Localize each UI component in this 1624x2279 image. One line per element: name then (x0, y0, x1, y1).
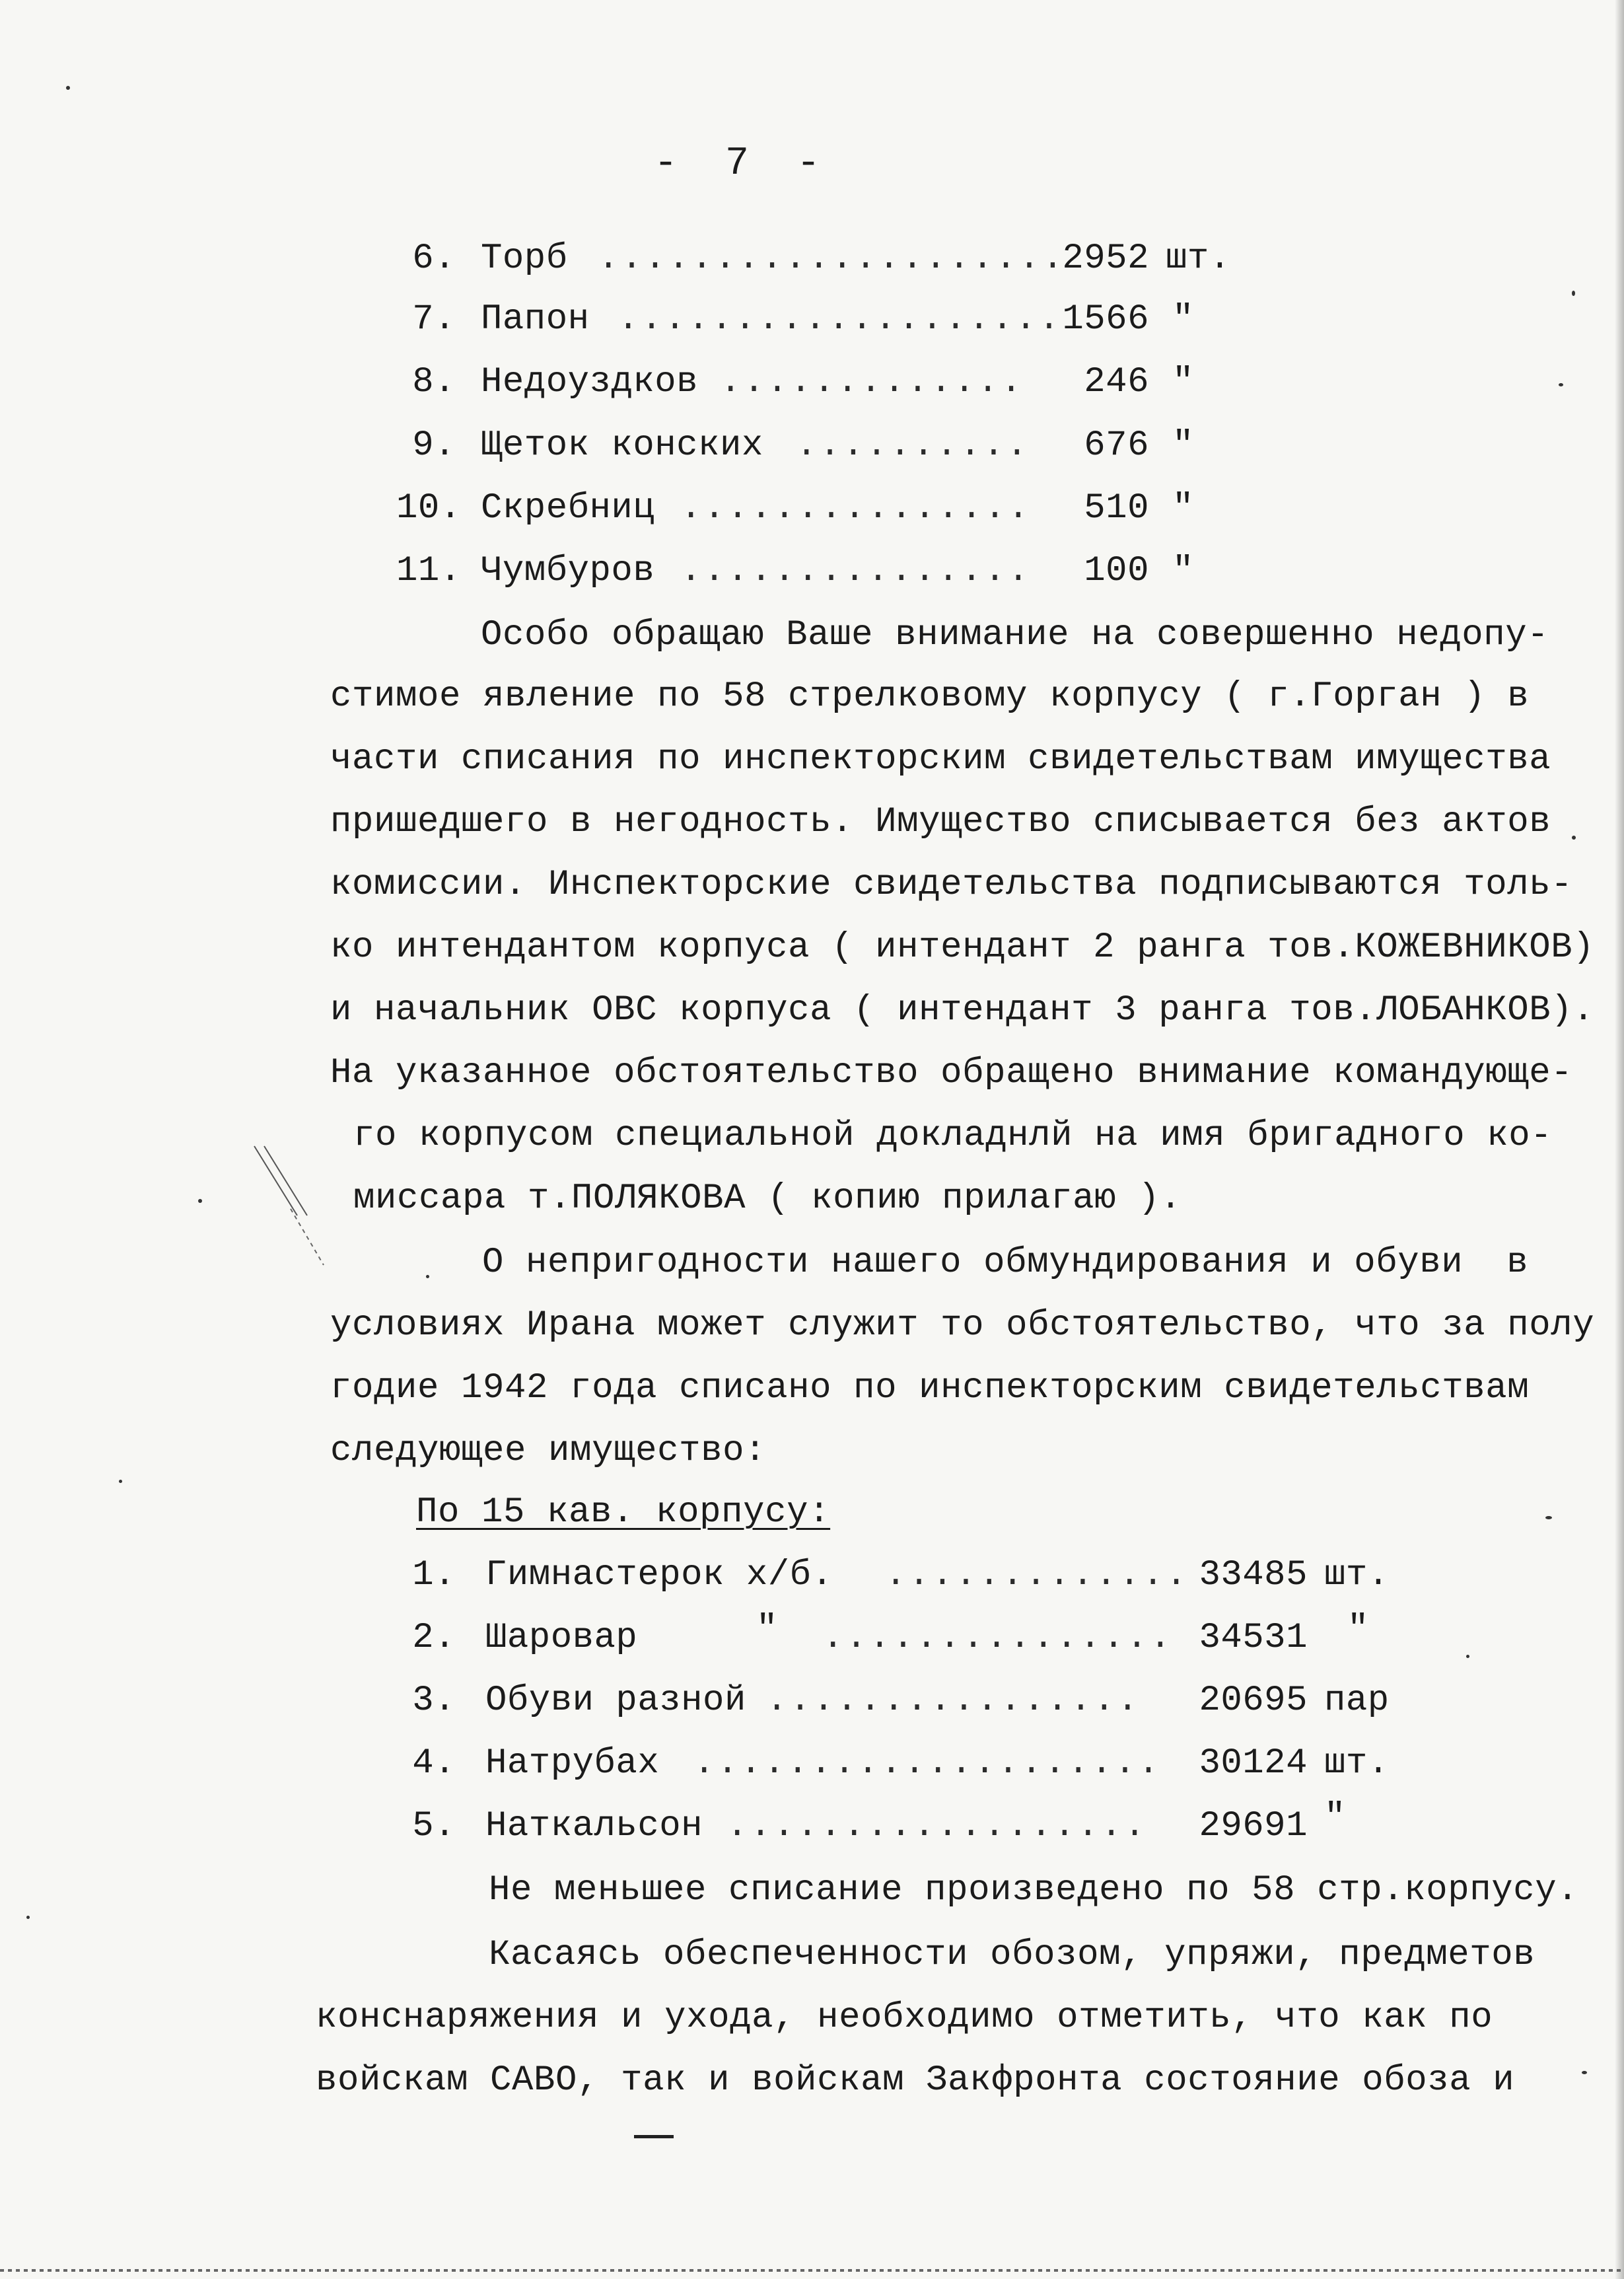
item-name: Недоуздков (481, 362, 699, 402)
item-number: 5. (412, 1806, 456, 1846)
text-line: войскам САВО, так и войскам Закфронта состояние обоза и (316, 2060, 1515, 2101)
scan-speck (1572, 291, 1575, 296)
item-quantity: 30124 (1199, 1743, 1308, 1784)
item-name: Обуви разной (485, 1681, 746, 1721)
scan-speck (426, 1275, 429, 1278)
item-name: Наткальсон (485, 1806, 703, 1846)
item-number: 11. (396, 551, 462, 591)
continuation-dash (634, 2135, 674, 2138)
subheading-15-cavalry-corps: По 15 кав. корпусу: (416, 1492, 831, 1533)
page-edge-shadow (1615, 0, 1624, 2279)
item-quantity: 100 (1084, 551, 1149, 591)
text-line: ко интендантом корпуса ( интендант 2 ранга тов.КОЖЕВНИКОВ) (330, 927, 1595, 968)
pen-scratch-marks (251, 1143, 330, 1275)
leader-dots: ............. (720, 362, 1024, 402)
item-unit: " (1172, 551, 1194, 591)
item-name: Щеток конских (481, 425, 763, 466)
item-quantity: 20695 (1199, 1681, 1308, 1721)
leader-dots: ................ (766, 1681, 1141, 1721)
item-name: Торб (481, 238, 568, 279)
item-unit: шт. (1324, 1743, 1390, 1784)
text-line: следующее имущество: (330, 1431, 767, 1471)
text-line: конснаряжения и ухода, необходимо отметить, что как по (316, 1998, 1493, 2038)
item-quantity: 29691 (1199, 1806, 1308, 1846)
text-line: условиях Ирана может служит то обстоятельство, что за полу (330, 1305, 1595, 1346)
item-quantity: 246 (1084, 362, 1149, 402)
scan-speck (198, 1199, 202, 1203)
item-number: 9. (412, 425, 456, 466)
leader-dots: .................... (598, 238, 1066, 279)
item-name: Шаровар (485, 1618, 638, 1658)
text-line: О непригодности нашего обмундирования и обуви в (482, 1243, 1529, 1283)
text-line: миссара т.ПОЛЯКОВА ( копию прилагаю ). (353, 1178, 1182, 1219)
item-unit: " (1172, 425, 1194, 466)
item-number: 7. (412, 299, 456, 340)
item-unit: " (1172, 299, 1194, 340)
text-line: стимое явление по 58 стрелковому корпусу ( г.Горган ) в (330, 676, 1530, 717)
scan-speck (1466, 1655, 1469, 1658)
item-unit: " (1324, 1797, 1346, 1838)
item-number: 1. (412, 1555, 456, 1595)
leader-dots: ............... (680, 488, 1032, 528)
scan-speck (1572, 836, 1576, 840)
leader-dots: ................... (618, 299, 1062, 340)
leader-dots: .................. (726, 1806, 1148, 1846)
scan-speck (1582, 2071, 1587, 2074)
item-quantity: 2952 (1062, 238, 1149, 279)
item-quantity: 33485 (1199, 1555, 1308, 1595)
item-unit: шт. (1166, 238, 1231, 279)
item-unit: шт. (1324, 1555, 1390, 1595)
ditto-mark: " (756, 1609, 778, 1649)
text-line: Особо обращаю Ваше внимание на совершенно недопу- (481, 615, 1549, 655)
leader-dots: .......... (796, 425, 1030, 466)
item-number: 4. (412, 1743, 456, 1784)
item-number: 10. (396, 488, 462, 528)
item-unit: " (1172, 488, 1194, 528)
item-name: Гимнастерок х/б. (485, 1555, 833, 1595)
text-line: На указанное обстоятельство обращено внимание командующе- (330, 1053, 1573, 1093)
item-number: 6. (412, 238, 456, 279)
scan-speck (119, 1480, 122, 1483)
leader-dots: .................... (693, 1743, 1162, 1784)
text-line: го корпусом специальной докладнлй на имя бригадного ко- (353, 1116, 1553, 1156)
paragraph-58-corps-write-off: Не меньшее списание произведено по 58 стр.корпусу. (489, 1870, 1579, 1910)
scan-speck (26, 1916, 30, 1919)
item-name: Натрубах (485, 1743, 660, 1784)
item-quantity: 510 (1084, 488, 1149, 528)
scan-speck (66, 86, 70, 90)
page-number: - 7 - (654, 141, 833, 186)
text-line: части списания по инспекторским свидетельствам имущества (330, 739, 1551, 779)
item-name: Папон (481, 299, 590, 340)
item-unit: " (1172, 362, 1194, 402)
text-line: комиссии. Инспекторские свидетельства подписываются толь- (330, 865, 1573, 905)
item-number: 2. (412, 1618, 456, 1658)
text-line: пришедшего в негодность. Имущество списывается без актов (330, 802, 1551, 842)
item-quantity: 676 (1084, 425, 1149, 466)
item-unit: " (1347, 1609, 1369, 1649)
leader-dots: ............... (822, 1618, 1174, 1658)
scan-bottom-edge (0, 2269, 1624, 2272)
item-name: Скребниц (481, 488, 655, 528)
text-line: годие 1942 года списано по инспекторским свидетельствам (330, 1368, 1530, 1408)
text-line: и начальник ОВС корпуса ( интендант 3 ранга тов.ЛОБАНКОВ). (330, 990, 1595, 1031)
item-number: 3. (412, 1681, 456, 1721)
scan-speck (1545, 1516, 1552, 1519)
scan-speck (1559, 383, 1563, 386)
item-number: 8. (412, 362, 456, 402)
leader-dots: ............. (885, 1555, 1189, 1595)
text-line: Касаясь обеспеченности обозом, упряжи, предметов (489, 1935, 1536, 1975)
item-quantity: 34531 (1199, 1618, 1308, 1658)
item-name: Чумбуров (481, 551, 655, 591)
item-unit: пар (1324, 1681, 1390, 1721)
item-quantity: 1566 (1062, 299, 1149, 340)
leader-dots: ............... (680, 551, 1032, 591)
